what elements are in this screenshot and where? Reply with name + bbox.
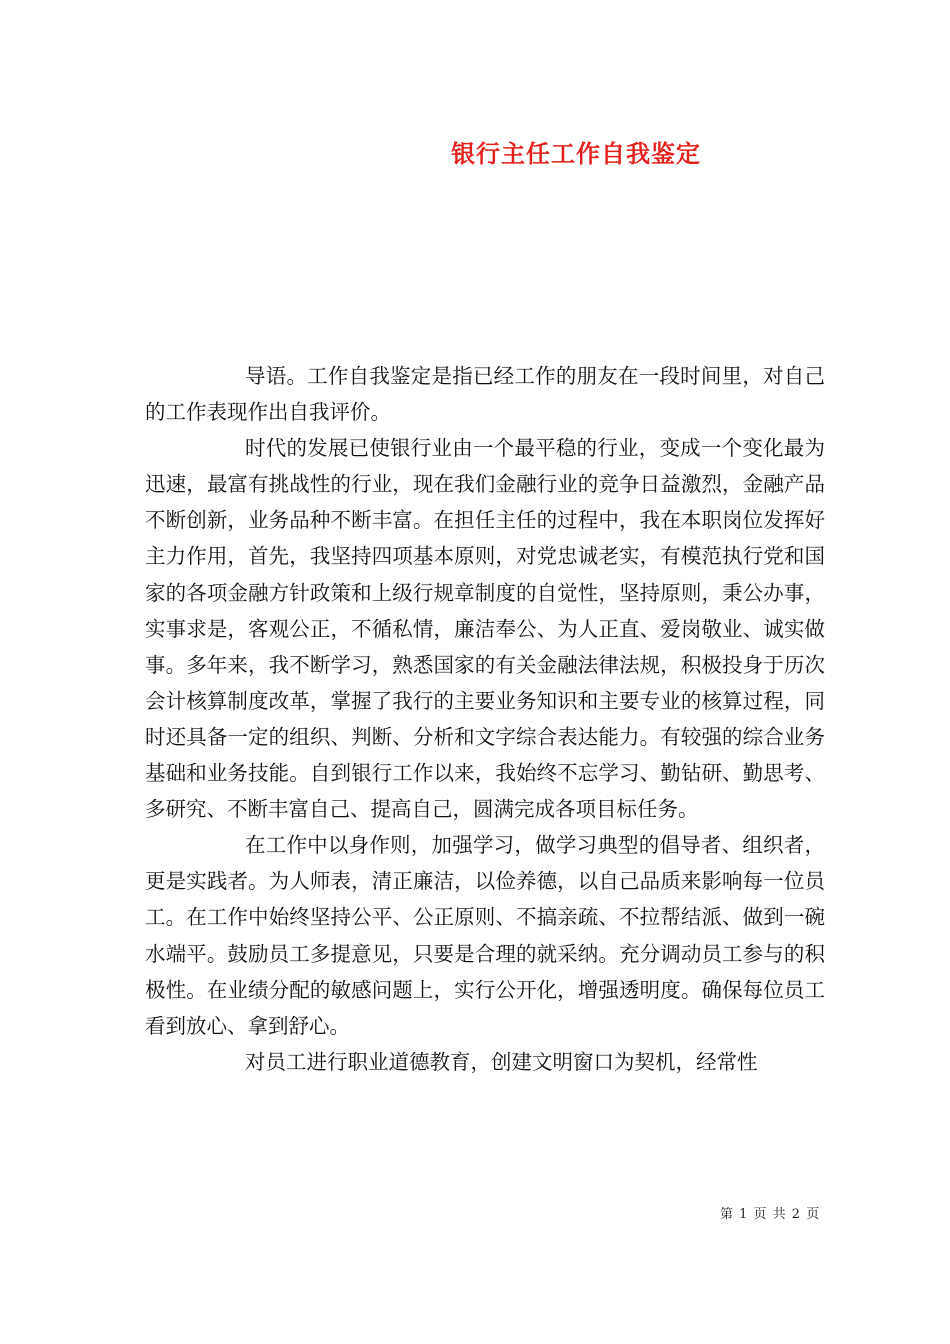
page-number-footer: 第 1 页 共 2 页 (720, 1207, 821, 1222)
document-body (145, 358, 825, 1080)
document-title: 银行主任工作自我鉴定 (451, 139, 701, 168)
paragraph-intro: 导语。工作自我鉴定是指已经工作的朋友在一段时间里，对自己的工作表现作出自我评价。 (145, 364, 825, 425)
paragraph-3: 对员工进行职业道德教育，创建文明窗口为契机，经常性 (245, 1049, 758, 1074)
paragraph-1: 时代的发展已使银行业由一个最平稳的行业，变成一个变化最为迅速，最富有挑战性的行业，现在我们金融行业的竞争日益激烈，金融产品不断创新，业务品种不断丰富。在担任主任的过程中，我在本职岗位发挥好主力作用，首先，我坚持四项基本原则，对党忠诚老实，有模范执行党和国家的各项金融方针政策和上级行规章制度的自觉性，坚持原则，秉公办事，实事求是，客观公正，不循私情，廉洁奉公、为人正直、爱岗敬业、诚实做事。多年来，我不断学习，熟悉国家的有关金融法律法规，积极投身于历次会计核算制度改革，掌握了我行的主要业务知识和主要专业的核算过程，同时还具备一定的组织、判断、分析和文字综合表达能力。有较强的综合业务基础和业务技能。自到银行工作以来，我始终不忘学习、勤钻研、勤思考、多研究、不断丰富自己、提高自己，圆满完成各项目标任务。 (145, 436, 825, 822)
paragraph-2: 在工作中以身作则，加强学习，做学习典型的倡导者、组织者，更是实践者。为人师表，清正廉洁，以俭养德，以自己品质来影响每一位员工。在工作中始终坚持公平、公正原则、不搞亲疏、不拉帮结派、做到一碗水端平。鼓励员工多提意见，只要是合理的就采纳。充分调动员工参与的积极性。在业绩分配的敏感问题上，实行公开化，增强透明度。确保每位员工看到放心、拿到舒心。 (145, 833, 825, 1038)
